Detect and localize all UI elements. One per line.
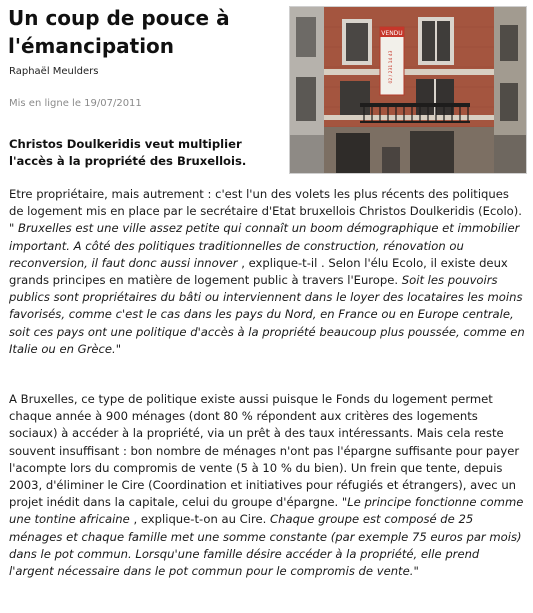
paragraph-2-quote-b: Chaque groupe est composé de 25 ménages et chaque famille met une somme constante (par exemple 75 euros par mois) dans le pot commun. Lorsqu'une famille désire accéder à la propriété, elle prend l'argent nécessaire dans le pot commun pour le compromis de vente. bbox=[9, 512, 522, 579]
article-title: Un coup de pouce à l'émancipation bbox=[8, 6, 230, 58]
paragraph-2-text-c: " bbox=[413, 564, 419, 579]
paragraph-1-text-c: " bbox=[115, 341, 122, 356]
paragraph-1 bbox=[9, 186, 527, 358]
paragraph-2-text-a: A Bruxelles, ce type de politique existe aussi puisque le Fonds du logement permet chaque année à 900 ménages (dont 80 % répondent aux critères des logements sociaux) à accéder à la propriété, via un prêt à des taux intéressants. Mais cela reste souvent insuffisant : bon nombre de ménages n'ont pas l'épargne suffisante pour payer l'acompte lors du compromis de vente (5 à 10 % du bien). Un frein que tente, depuis 2003, d'éliminer le Cire (Coordination et initiatives pour réfugiés et étrangers), avec un projet inédit dans la capitale, celui du groupe d'épargne. bbox=[9, 392, 520, 510]
paragraph-1-quote-b: Soit les pouvoirs publics sont propriétaires du bâti ou interviennent dans le loyer des locataires les moins favorisés, comme c'est le cas dans les pays du Nord, en France ou en Europe centrale, soit ces pays ont une politique d'accès à la propriété beaucoup plus poussée, comme en Italie ou en Grèce. bbox=[9, 273, 525, 356]
sale-sign-phone: 02 / 231 14 43 bbox=[389, 50, 394, 84]
author-name[interactable]: Raphaël Meulders bbox=[9, 66, 99, 77]
publication-date: Mis en ligne le 19/07/2011 bbox=[9, 98, 142, 109]
paragraph-2 bbox=[9, 391, 527, 580]
paragraph-1-text-a: Etre propriétaire, mais autrement : c'est l'un des volets les plus récents des politiques de logement mis en place par le secrétaire d'Etat bruxellois Christos Doulkeridis (Ecolo). " bbox=[9, 187, 522, 236]
paragraph-1-text-b: , explique-t-il . Selon l'élu Ecolo, il existe deux grands principes en matière de logement public à travers l'Europe. bbox=[9, 255, 508, 288]
article-photo bbox=[289, 6, 527, 174]
paragraph-2-quote-a: "Le principe fonctionne comme une tontine africaine bbox=[9, 495, 524, 527]
sale-sign-text: VENDU bbox=[381, 30, 403, 37]
paragraph-1-quote-a: Bruxelles est une ville assez petite qui connaît un boom démographique et immobilier important. A côté des politiques traditionnelles de construction, rénovation ou reconversion, il faut donc aussi innover bbox=[9, 221, 520, 270]
paragraph-2-text-b: , explique-t-on au Cire. bbox=[129, 512, 271, 527]
article-lead: Christos Doulkeridis veut multiplier l'accès à la propriété des Bruxellois. bbox=[9, 137, 247, 168]
